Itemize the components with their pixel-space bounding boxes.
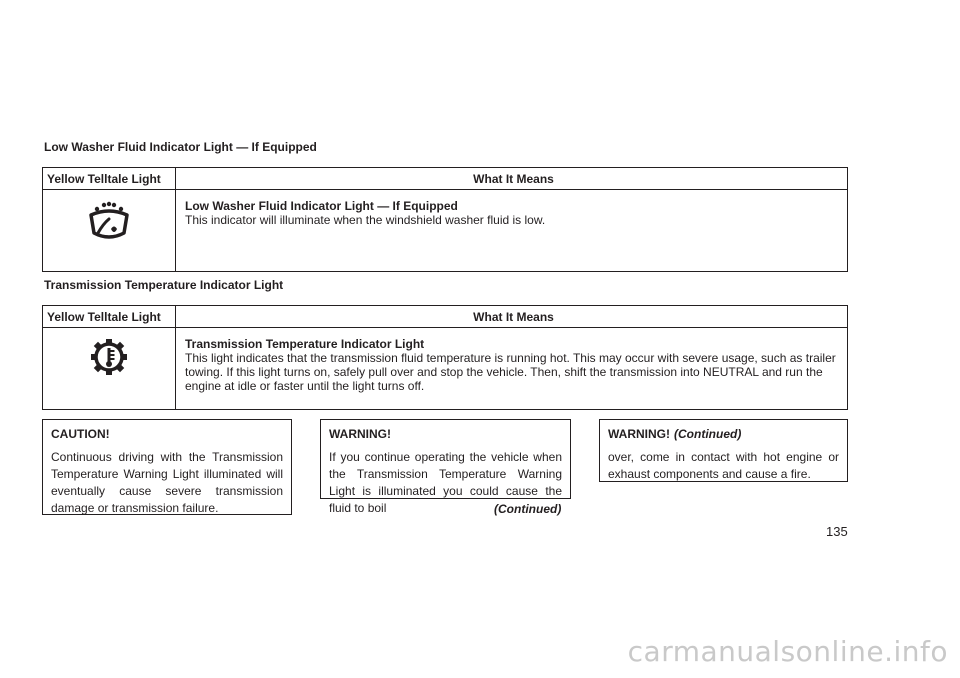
warning-heading: WARNING! (329, 427, 391, 441)
telltale-description: This indicator will illuminate when the windshield washer fluid is low. (185, 213, 546, 227)
telltale-title: Low Washer Fluid Indicator Light — If Equipped (185, 199, 458, 213)
section-heading-transmission-temperature: Transmission Temperature Indicator Light (44, 278, 284, 292)
page-number: 135 (826, 524, 848, 539)
table-cell-icon (43, 190, 176, 272)
warning-heading: WARNING! (Continued) (608, 427, 742, 441)
watermark: carmanualsonline.info (627, 635, 948, 668)
warning-continued-box (599, 419, 848, 482)
table-cell-icon (43, 328, 176, 410)
caution-text: Continuous driving with the Transmission Temperature Warning Light illuminated will eventually cause severe transmission damage or transmission failure. (51, 450, 283, 515)
continued-label: (Continued) (674, 427, 742, 441)
telltale-description: This light indicates that the transmission fluid temperature is running hot. This may occur with severe usage, such as trailer towing. If this light turns on, safely pull over and stop the vehicle. Then, shift the transmission into NEUTRAL and run the engine at idle or faster until the light turns off. (185, 351, 836, 393)
table-header-telltale: Yellow Telltale Light (43, 306, 176, 328)
washer-fluid-icon (84, 197, 134, 245)
transmission-temperature-icon (89, 337, 129, 377)
telltale-table-washer-fluid (42, 167, 848, 272)
warning-text: If you continue operating the vehicle when the Transmission Temperature Warning Light is illuminated you could cause the fluid to boil (329, 450, 562, 515)
telltale-table-transmission-temperature (42, 305, 848, 410)
caution-box (42, 419, 292, 515)
telltale-title: Transmission Temperature Indicator Light (185, 337, 425, 351)
table-header-meaning: What It Means (176, 168, 848, 190)
table-header-telltale: Yellow Telltale Light (43, 168, 176, 190)
continued-label: (Continued) (494, 502, 562, 516)
section-heading-washer-fluid: Low Washer Fluid Indicator Light — If Equipped (44, 140, 317, 154)
table-cell-meaning (176, 190, 848, 272)
warning-text: over, come in contact with hot engine or exhaust components and cause a fire. (608, 450, 839, 481)
caution-heading: CAUTION! (51, 427, 110, 441)
table-cell-meaning (176, 328, 848, 410)
table-header-meaning: What It Means (176, 306, 848, 328)
